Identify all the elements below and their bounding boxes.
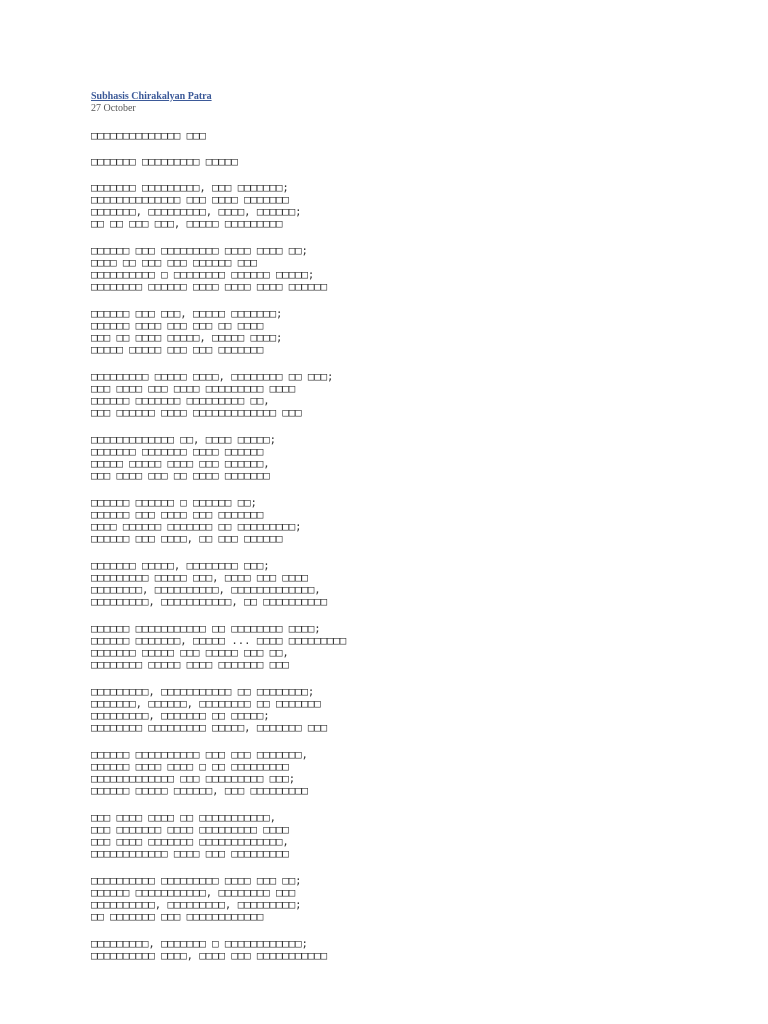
- poem-line: □□ □□□□□□□ □□□ □□□□□□□□□□□□: [91, 911, 264, 923]
- poem-line: □□□ □□□□□□□ □□□□ □□□□□□□□□ □□□□: [91, 824, 289, 836]
- poem-line: □□□□□□ □□□□ □□□□ □ □□ □□□□□□□□□: [91, 761, 289, 773]
- stanza: [91, 371, 691, 419]
- stanza: [91, 308, 691, 356]
- stanza: [91, 938, 691, 962]
- poem-subtitle: □□□□□□□ □□□□□□□□□ □□□□□: [91, 156, 238, 168]
- poem-line: □□□□□□□□□□□□□□ □□□ □□□□ □□□□□□□: [91, 194, 289, 206]
- post-date: 27 October: [91, 103, 136, 114]
- stanza: [91, 434, 691, 482]
- poem-line: □□□□□□□□□, □□□□□□□□□□□, □□ □□□□□□□□□□: [91, 596, 327, 608]
- poem-line: □□□□□□□□□ □□□□□ □□□, □□□□ □□□ □□□□: [91, 572, 308, 584]
- poem-line: □□□□□□□□□ □□□□□ □□□□, □□□□□□□□ □□ □□□;: [91, 371, 334, 383]
- stanza: [91, 686, 691, 734]
- poem-line: □□□□□□ □□□ □□□□, □□ □□□ □□□□□□: [91, 533, 283, 545]
- poem-line: □□□□ □□□□□□ □□□□□□□ □□ □□□□□□□□□;: [91, 521, 302, 533]
- poem-line: □□□□□□□□□□ □ □□□□□□□□ □□□□□□ □□□□□;: [91, 269, 315, 281]
- poem-body: [91, 182, 691, 962]
- stanza: [91, 812, 691, 860]
- stanza: [91, 560, 691, 608]
- poem-line: □□□ □□□□ □□□ □□ □□□□ □□□□□□□: [91, 470, 270, 482]
- poem-title: □□□□□□□□□□□□□□ □□□: [91, 130, 206, 142]
- poem-line: □□□□□□□□□□□□□ □□, □□□□ □□□□□;: [91, 434, 276, 446]
- stanza: [91, 245, 691, 293]
- author-link[interactable]: Subhasis Chirakalyan Patra: [91, 91, 212, 102]
- stanza: [91, 623, 691, 671]
- poem-line: □□□□□□□□ □□□□□□ □□□□ □□□□ □□□□ □□□□□□: [91, 281, 327, 293]
- poem-line: □□□□□□ □□□□□□□□□□ □□□ □□□ □□□□□□□,: [91, 749, 308, 761]
- poem-line: □□□□□□ □□□□□□□ □□□□□□□□□ □□,: [91, 395, 270, 407]
- poem-line: □□□ □□□□ □□□□□□□ □□□□□□□□□□□□□,: [91, 836, 289, 848]
- poem-line: □□□□□ □□□□□ □□□□ □□□ □□□□□□,: [91, 458, 270, 470]
- stanza: [91, 875, 691, 923]
- poem-line: □□□□□□□, □□□□□□□□□, □□□□, □□□□□□;: [91, 206, 302, 218]
- poem-line: □□□□□□□ □□□□□, □□□□□□□□ □□□;: [91, 560, 270, 572]
- poem-line: □□□□□□□□ □□□□□ □□□□ □□□□□□□ □□□: [91, 659, 289, 671]
- poem-line: □□□□□□ □□□□□□ □ □□□□□□ □□;: [91, 497, 257, 509]
- poem-line: □□□□□□□□□□ □□□□□□□□□ □□□□ □□□ □□;: [91, 875, 302, 887]
- poem-line: □□□□□□□ □□□□□□□□□, □□□ □□□□□□□;: [91, 182, 289, 194]
- poem-line: □□□□□□□□□□□□□ □□□ □□□□□□□□□ □□□;: [91, 773, 296, 785]
- poem-line: □□□ □□ □□□□ □□□□□, □□□□□ □□□□;: [91, 332, 283, 344]
- poem-line: □□□□ □□ □□□ □□□ □□□□□□ □□□: [91, 257, 257, 269]
- poem-line: □□□ □□□□□□ □□□□ □□□□□□□□□□□□□ □□□: [91, 407, 302, 419]
- poem-line: □□□□□□□ □□□□□ □□□ □□□□□ □□□ □□,: [91, 647, 289, 659]
- poem-line: □□□□□□□□ □□□□□□□□□ □□□□□, □□□□□□□ □□□: [91, 722, 327, 734]
- poem-line: □□ □□ □□□ □□□, □□□□□ □□□□□□□□□: [91, 218, 283, 230]
- poem-line: □□□□□□□□□□ □□□□, □□□□ □□□ □□□□□□□□□□□: [91, 950, 327, 962]
- poem-line: □□□□□□ □□□ □□□, □□□□□ □□□□□□□;: [91, 308, 283, 320]
- poem-line: □□□□□□ □□□□□□□□□□□ □□ □□□□□□□□ □□□□;: [91, 623, 321, 635]
- poem-line: □□□□□□□□□, □□□□□□□ □ □□□□□□□□□□□□;: [91, 938, 308, 950]
- poem-line: □□□□□□□□□□, □□□□□□□□□, □□□□□□□□□;: [91, 899, 302, 911]
- poem-line: □□□□□ □□□□□ □□□ □□□ □□□□□□□: [91, 344, 264, 356]
- poem-line: □□□□□□□ □□□□□□□ □□□□ □□□□□□: [91, 446, 264, 458]
- poem-line: □□□□□□□□□□□□ □□□□ □□□ □□□□□□□□□: [91, 848, 289, 860]
- poem-line: □□□ □□□□ □□□□ □□ □□□□□□□□□□□,: [91, 812, 276, 824]
- poem-line: □□□□□□ □□□ □□□□ □□□ □□□□□□□: [91, 509, 264, 521]
- poem-line: □□□□□□ □□□□□ □□□□□□, □□□ □□□□□□□□□: [91, 785, 308, 797]
- stanza: [91, 497, 691, 545]
- poem-line: □□□□□□□□, □□□□□□□□□□, □□□□□□□□□□□□□,: [91, 584, 321, 596]
- poem-line: □□□□□□□□□, □□□□□□□□□□□ □□ □□□□□□□□;: [91, 686, 315, 698]
- poem-line: □□□□□□ □□□ □□□□□□□□□ □□□□ □□□□ □□;: [91, 245, 308, 257]
- poem-line: □□□ □□□□ □□□ □□□□ □□□□□□□□□ □□□□: [91, 383, 296, 395]
- poem-line: □□□□□□ □□□□ □□□ □□□ □□ □□□□: [91, 320, 264, 332]
- blog-post: [91, 91, 691, 962]
- stanza: [91, 749, 691, 797]
- poem-line: □□□□□□ □□□□□□□, □□□□□ ... □□□□ □□□□□□□□□: [91, 635, 347, 647]
- poem-line: □□□□□□□, □□□□□□, □□□□□□□□ □□ □□□□□□□: [91, 698, 321, 710]
- poem-line: □□□□□□ □□□□□□□□□□□, □□□□□□□□ □□□: [91, 887, 296, 899]
- poem-line: □□□□□□□□□, □□□□□□□ □□ □□□□□;: [91, 710, 270, 722]
- stanza: [91, 182, 691, 230]
